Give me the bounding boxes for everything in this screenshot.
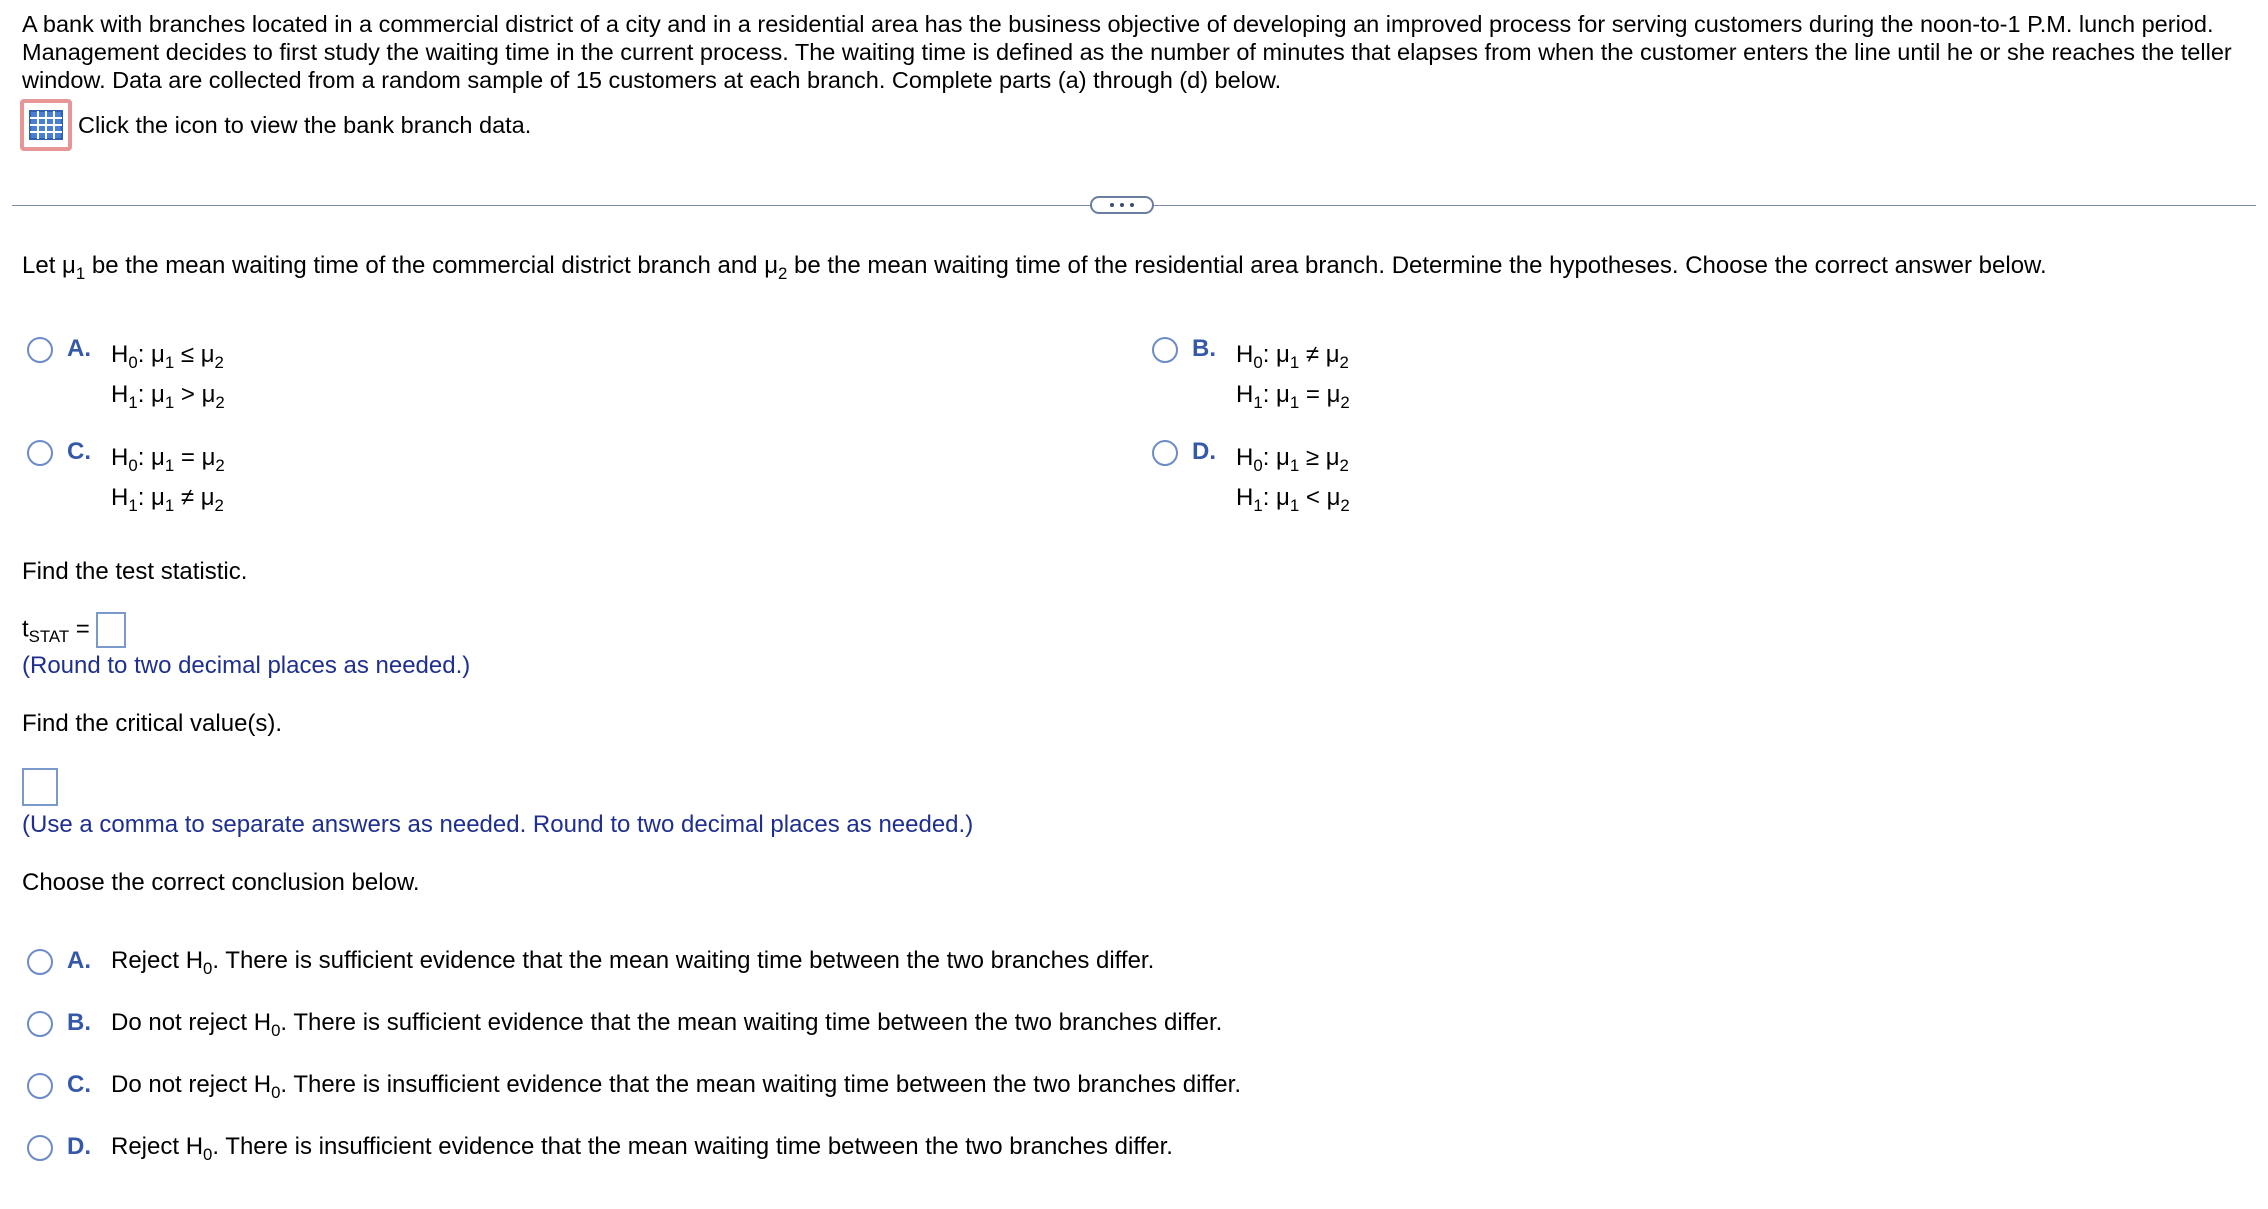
option-letter: C.	[67, 1071, 91, 1098]
test-stat-input[interactable]	[96, 612, 126, 648]
radio-button[interactable]	[1152, 440, 1178, 466]
conclusion-prompt: Choose the correct conclusion below.	[22, 869, 420, 896]
option-letter: A.	[67, 335, 91, 362]
radio-button[interactable]	[27, 1135, 53, 1161]
null-hypothesis: $H_0$: $\mu_1 \ge \mu_2$	[1236, 444, 1349, 475]
critical-prompt: Find the critical value(s).	[22, 710, 283, 737]
conclusion-option-c[interactable]	[27, 1071, 1241, 1107]
hypothesis-pair	[1236, 438, 1350, 518]
data-link-label[interactable]: Click the icon to view the bank branch data.	[78, 111, 532, 138]
radio-button[interactable]	[27, 1073, 53, 1099]
hypothesis-pair	[111, 335, 225, 415]
hypothesis-option-b[interactable]	[1152, 335, 1350, 415]
problem-intro: A bank with branches located in a commercial district of a city and in a residential area has the business objective of developing an improved process for serving customers during the noon-to-1 P.M. lunch period. Management decides to first study the waiting time in the current process. The waiting time is defined as the number of minutes that elapses from when the customer enters the line until he or she reaches the teller window. Data are collected from a random sample of 15 customers at each branch. Complete parts (a) through (d) below.	[22, 11, 2232, 93]
hypothesis-option-d[interactable]	[1152, 438, 1350, 518]
test-stat-note: (Round to two decimal places as needed.)	[22, 652, 471, 679]
ellipsis-icon	[1110, 203, 1114, 207]
option-letter: B.	[67, 1009, 91, 1036]
hypothesis-question: Let $\mu_1$ be the mean waiting time of the commercial district branch and $\mu_2$ be the mean waiting time of the residential area branch. Determine the hypotheses. Choose the correct answer below.	[22, 252, 2047, 283]
alternative-hypothesis: $H_1$: $\mu_1 \ne \mu_2$	[111, 484, 224, 515]
alternative-hypothesis: $H_1$: $\mu_1 < \mu_2$	[1236, 484, 1350, 515]
hypothesis-option-c[interactable]	[27, 438, 225, 518]
option-letter: D.	[1192, 438, 1216, 465]
data-table-icon[interactable]	[20, 99, 72, 151]
null-hypothesis: $H_0$: $\mu_1 \le \mu_2$	[111, 341, 224, 372]
radio-button[interactable]	[1152, 337, 1178, 363]
more-options-button[interactable]	[1090, 196, 1154, 214]
null-hypothesis: $H_0$: $\mu_1 \ne \mu_2$	[1236, 341, 1349, 372]
radio-button[interactable]	[27, 337, 53, 363]
test-stat-prompt: Find the test statistic.	[22, 558, 248, 585]
option-text: Do not reject $H_0$. There is insufficient evidence that the mean waiting time between the two branches differ.	[111, 1071, 1241, 1102]
critical-input-wrap	[22, 768, 58, 806]
alternative-hypothesis: $H_1$: $\mu_1 = \mu_2$	[1236, 381, 1350, 412]
hypothesis-option-a[interactable]	[27, 335, 225, 415]
bank-data-link[interactable]	[20, 96, 531, 154]
conclusion-option-b[interactable]	[27, 1009, 1222, 1045]
radio-button[interactable]	[27, 1011, 53, 1037]
option-text: Reject $H_0$. There is sufficient evidence that the mean waiting time between the two branches differ.	[111, 947, 1155, 978]
hypothesis-pair	[1236, 335, 1350, 415]
test-stat-row: $t_{STAT}$ =	[22, 612, 126, 648]
option-letter: C.	[67, 438, 91, 465]
option-text: Do not reject $H_0$. There is sufficient evidence that the mean waiting time between the two branches differ.	[111, 1009, 1223, 1040]
alternative-hypothesis: $H_1$: $\mu_1 > \mu_2$	[111, 381, 225, 412]
conclusion-option-a[interactable]	[27, 947, 1154, 983]
critical-note: (Use a comma to separate answers as needed. Round to two decimal places as needed.)	[22, 811, 974, 838]
null-hypothesis: $H_0$: $\mu_1 = \mu_2$	[111, 444, 225, 475]
option-letter: A.	[67, 947, 91, 974]
radio-button[interactable]	[27, 949, 53, 975]
hypothesis-pair	[111, 438, 225, 518]
conclusion-option-d[interactable]	[27, 1133, 1173, 1169]
option-text: Reject $H_0$. There is insufficient evidence that the mean waiting time between the two branches differ.	[111, 1133, 1173, 1164]
option-letter: B.	[1192, 335, 1216, 362]
option-letter: D.	[67, 1133, 91, 1160]
radio-button[interactable]	[27, 440, 53, 466]
critical-value-input[interactable]	[22, 768, 58, 806]
